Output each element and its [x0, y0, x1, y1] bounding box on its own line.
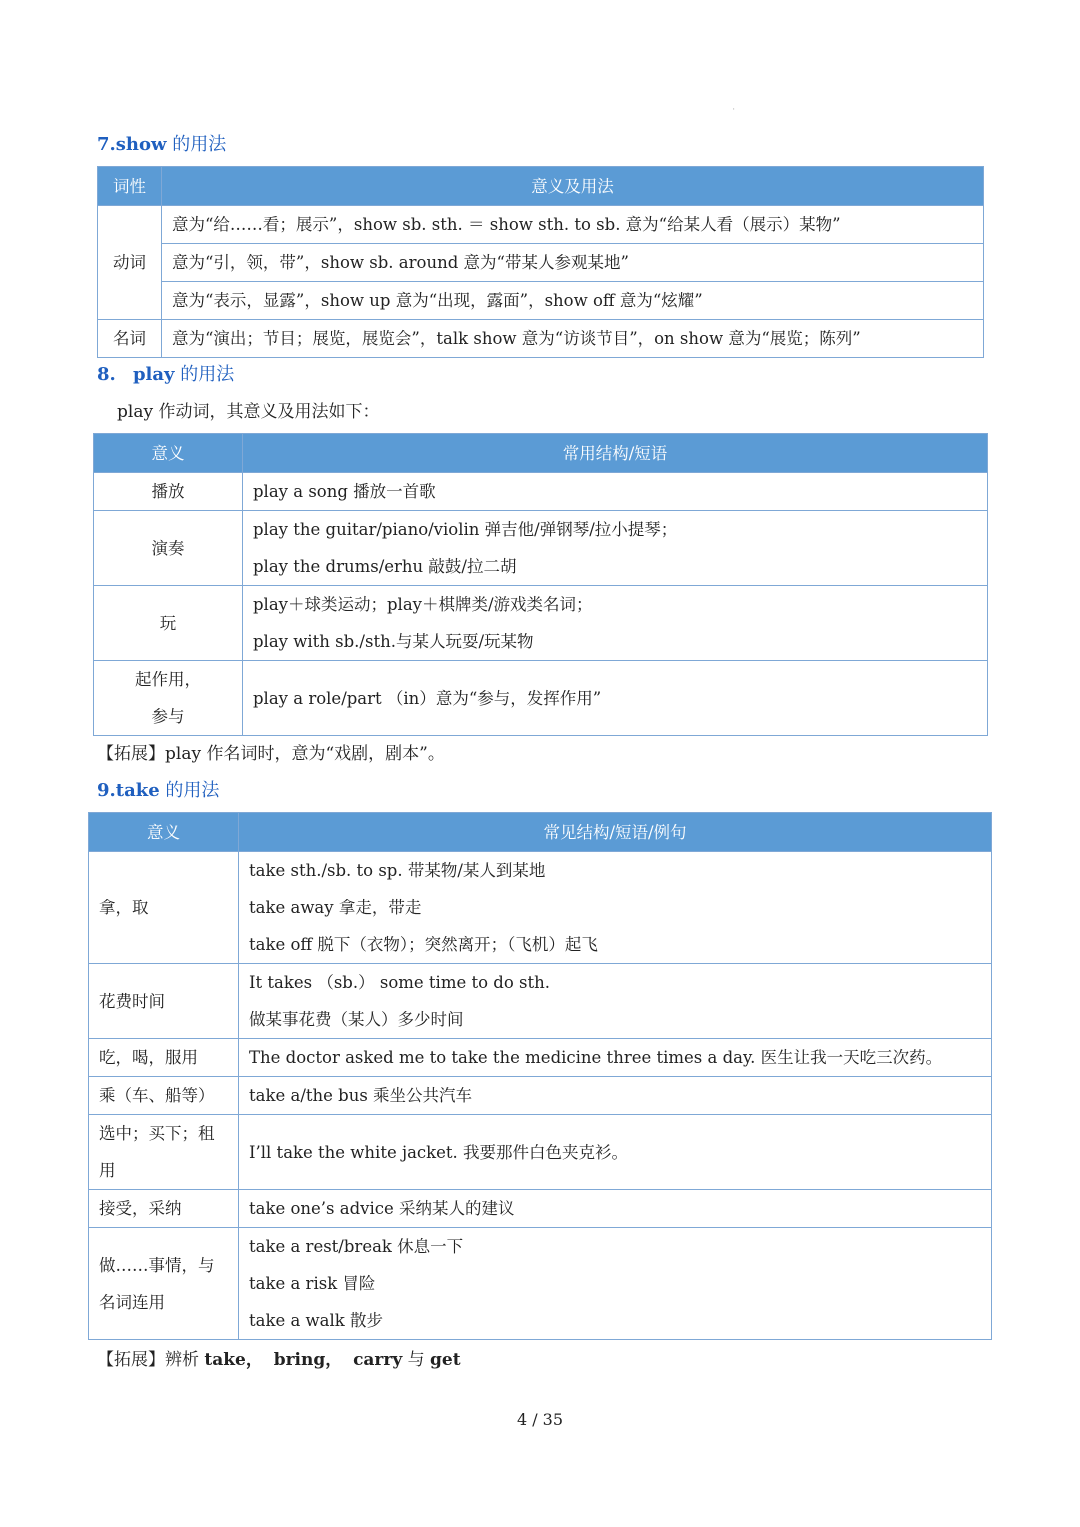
usage-line: take away 拿走，带走 — [249, 898, 422, 917]
meaning-cell — [89, 1115, 239, 1190]
meaning-cell: 乘（车、船等） — [89, 1077, 239, 1115]
section-8-intro: play 作动词，其意义及用法如下： — [117, 402, 380, 422]
usage-line: take a risk 冒险 — [249, 1274, 376, 1293]
usage-cell: take a/the bus 乘坐公共汽车 — [239, 1077, 992, 1115]
usage-line: play the drums/erhu 敲鼓/拉二胡 — [253, 557, 517, 576]
usage-cell: play a song 播放一首歌 — [243, 473, 988, 511]
section-8-extension: 【拓展】play 作名词时，意为“戏剧，剧本”。 — [97, 744, 445, 764]
usage-line: take sth./sb. to sp. 带某物/某人到某地 — [249, 861, 546, 880]
meaning-cell — [89, 1228, 239, 1340]
meaning-line: 做……事情，与 — [99, 1255, 215, 1275]
usage-line: It takes （sb.） some time to do sth. — [249, 973, 550, 992]
usage-cell: take one’s advice 采纳某人的建议 — [239, 1190, 992, 1228]
section-7-title-num: 7.show — [97, 134, 167, 155]
play-usage-table — [93, 433, 988, 736]
table-cell: 意为“表示，显露”，show up 意为“出现，露面”，show off 意为“炫耀” — [162, 282, 984, 320]
usage-cell — [239, 964, 992, 1039]
extension-join: 与 — [402, 1350, 431, 1370]
meaning-line: 参与 — [151, 707, 185, 726]
meaning-cell — [94, 661, 243, 736]
usage-line: play the guitar/piano/violin 弹吉他/弹钢琴/拉小提琴； — [253, 520, 678, 539]
extension-word: take， — [204, 1350, 263, 1370]
table-header: 意义及用法 — [162, 167, 984, 206]
table-header: 常见结构/短语/例句 — [239, 813, 992, 852]
meaning-cell: 拿，取 — [89, 852, 239, 964]
meaning-cell: 花费时间 — [89, 964, 239, 1039]
meaning-cell: 演奏 — [94, 511, 243, 586]
extension-word: get — [430, 1350, 461, 1370]
meaning-line: 起作用， — [135, 670, 201, 689]
meaning-cell: 播放 — [94, 473, 243, 511]
section-8-title-num: 8. — [97, 364, 116, 385]
section-8-title-word: play — [132, 364, 175, 385]
section-9-title-rest: 的用法 — [159, 780, 220, 801]
usage-cell: The doctor asked me to take the medicine three times a day. 医生让我一天吃三次药。 — [239, 1039, 992, 1077]
usage-line: play with sb./sth.与某人玩耍/玩某物 — [253, 632, 534, 651]
meaning-cell: 玩 — [94, 586, 243, 661]
verb-label: 动词 — [98, 206, 162, 320]
usage-cell — [239, 1228, 992, 1340]
take-usage-table — [88, 812, 992, 1340]
usage-line: take a rest/break 休息一下 — [249, 1237, 464, 1256]
corner-mark: ' — [733, 108, 735, 115]
section-8-title-rest: 的用法 — [174, 364, 235, 385]
extension-prefix: 【拓展】辨析 — [97, 1350, 205, 1370]
meaning-line: 名词连用 — [99, 1292, 165, 1312]
usage-cell — [243, 511, 988, 586]
extension-word: carry — [353, 1350, 403, 1370]
table-header: 常用结构/短语 — [243, 434, 988, 473]
table-cell: 意为“给……看；展示”，show sb. sth. ＝ show sth. to sb. 意为“给某人看（展示）某物” — [162, 206, 984, 244]
section-9-title-num: 9.take — [97, 780, 160, 801]
usage-cell — [243, 586, 988, 661]
meaning-line: 用 — [99, 1161, 116, 1180]
table-cell: 意为“引，领，带”，show sb. around 意为“带某人参观某地” — [162, 244, 984, 282]
noun-label: 名词 — [98, 320, 162, 358]
table-cell: 意为“演出；节目；展览，展览会”，talk show 意为“访谈节目”，on show 意为“展览；陈列” — [162, 320, 984, 358]
section-8-heading — [97, 360, 234, 386]
page-number: 4 / 35 — [516, 1410, 564, 1429]
table-header: 意义 — [94, 434, 243, 473]
usage-line: take off 脱下（衣物）；突然离开；（飞机）起飞 — [249, 935, 598, 954]
table-header: 意义 — [89, 813, 239, 852]
meaning-cell: 接受，采纳 — [89, 1190, 239, 1228]
usage-cell: I’ll take the white jacket. 我要那件白色夹克衫。 — [239, 1115, 992, 1190]
usage-line: 做某事花费（某人）多少时间 — [249, 1010, 464, 1029]
section-9-extension — [97, 1345, 461, 1370]
usage-cell — [239, 852, 992, 964]
extension-word: bring， — [273, 1350, 343, 1370]
meaning-line: 选中；买下；租 — [99, 1124, 215, 1143]
meaning-cell: 吃，喝，服用 — [89, 1039, 239, 1077]
table-header: 词性 — [98, 167, 162, 206]
section-9-heading — [97, 776, 219, 802]
usage-cell: play a role/part （in）意为“参与，发挥作用” — [243, 661, 988, 736]
section-7-title-rest: 的用法 — [166, 134, 227, 155]
usage-line: take a walk 散步 — [249, 1311, 384, 1330]
section-7-heading — [97, 130, 226, 156]
usage-line: play＋球类运动；play＋棋牌类/游戏类名词； — [253, 595, 593, 614]
show-usage-table — [97, 166, 984, 358]
